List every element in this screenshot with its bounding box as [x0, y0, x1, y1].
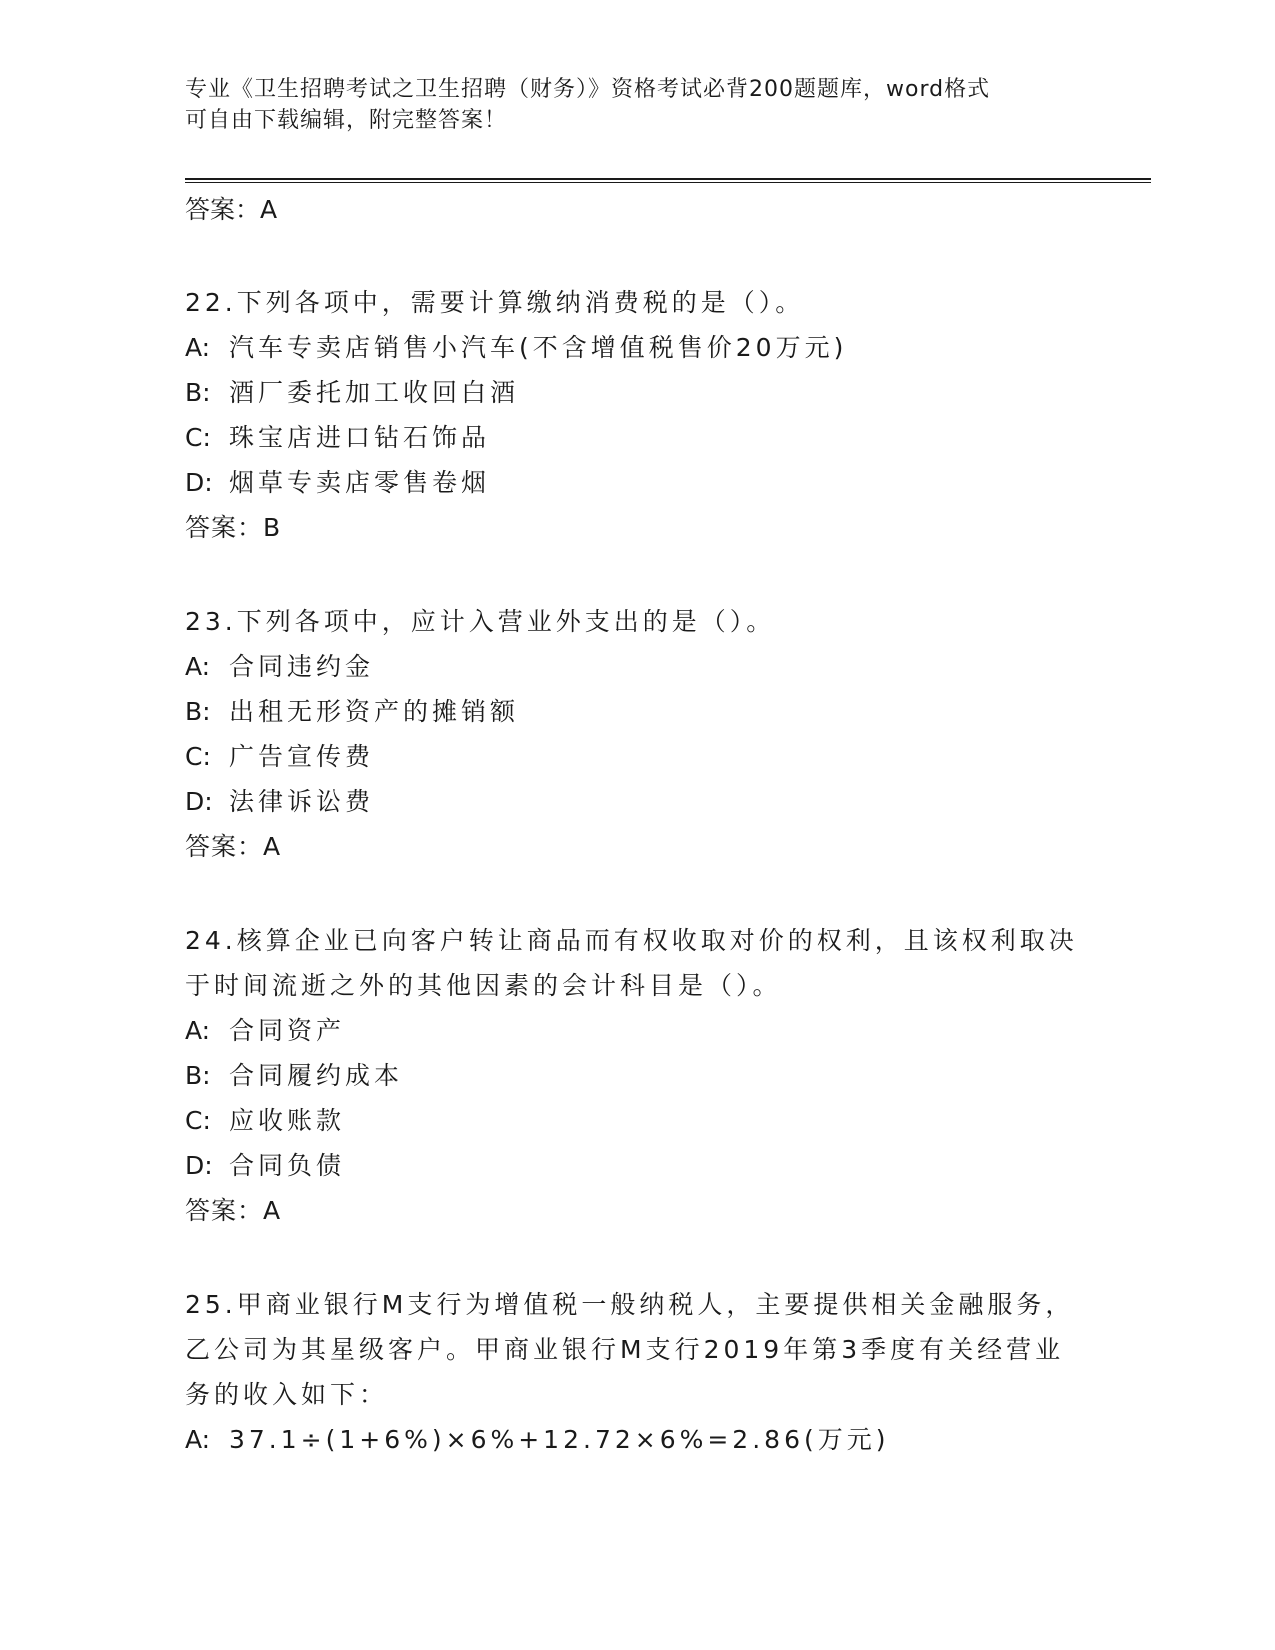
- option-d: [185, 779, 1085, 824]
- option-a: [185, 1008, 1085, 1053]
- question-22: [185, 280, 1085, 550]
- document-header: [185, 74, 1085, 136]
- question-stem-line-2: 乙公司为其星级客户。甲商业银行M支行2019年第3季度有关经营业: [185, 1335, 1065, 1364]
- answer: 答案：A: [185, 1196, 282, 1225]
- option-label: A:: [185, 652, 211, 681]
- question-25: [185, 1282, 1085, 1462]
- question-list: [185, 280, 1085, 1511]
- option-b: [185, 370, 1085, 415]
- option-b: [185, 1053, 1085, 1098]
- option-a: [185, 325, 1085, 370]
- option-text: 出租无形资产的摊销额: [229, 697, 520, 726]
- option-text: 应收账款: [229, 1106, 346, 1135]
- question-stem-line-3: 务的收入如下：: [185, 1380, 389, 1409]
- answer: 答案：B: [185, 513, 282, 542]
- option-text: 烟草专卖店零售卷烟: [229, 468, 491, 497]
- question-stem-line-2: 于时间流逝之外的其他因素的会计科目是（）。: [185, 971, 782, 1000]
- option-label: B:: [185, 1061, 211, 1090]
- question-23: [185, 599, 1085, 869]
- option-label: C:: [185, 1106, 211, 1135]
- option-label: A:: [185, 333, 211, 362]
- question-stem-line-1: 24.核算企业已向客户转让商品而有权收取对价的权利，且该权利取决: [185, 926, 1078, 955]
- question-stem: 23.下列各项中，应计入营业外支出的是（）。: [185, 607, 776, 636]
- option-label: A:: [185, 1016, 211, 1045]
- option-text: 广告宣传费: [229, 742, 375, 771]
- option-a: [185, 644, 1085, 689]
- option-label: C:: [185, 423, 211, 452]
- option-text: 合同负债: [229, 1151, 346, 1180]
- question-24: [185, 918, 1085, 1233]
- option-label: C:: [185, 742, 211, 771]
- option-c: [185, 415, 1085, 460]
- header-title-line-2: 可自由下载编辑，附完整答案！: [185, 108, 508, 133]
- option-text: 法律诉讼费: [229, 787, 375, 816]
- option-text: 珠宝店进口钻石饰品: [229, 423, 491, 452]
- previous-question-answer: 答案：A: [185, 195, 278, 224]
- header-divider-thick: [185, 178, 1151, 180]
- option-label: D:: [185, 468, 213, 497]
- option-text: 合同违约金: [229, 652, 375, 681]
- option-c: [185, 734, 1085, 779]
- option-label: D:: [185, 1151, 213, 1180]
- option-b: [185, 689, 1085, 734]
- option-d: [185, 460, 1085, 505]
- option-a: [185, 1417, 1085, 1462]
- option-label: D:: [185, 787, 213, 816]
- option-label: B:: [185, 378, 211, 407]
- option-label: B:: [185, 697, 211, 726]
- option-c: [185, 1098, 1085, 1143]
- option-text: 合同资产: [229, 1016, 346, 1045]
- option-text: 汽车专卖店销售小汽车(不含增值税售价20万元): [229, 333, 848, 362]
- question-stem: 22.下列各项中，需要计算缴纳消费税的是（）。: [185, 288, 805, 317]
- option-text: 酒厂委托加工收回白酒: [229, 378, 520, 407]
- header-title-line-1: 专业《卫生招聘考试之卫生招聘（财务）》资格考试必背200题题库，word格式: [185, 77, 991, 102]
- header-divider-thin: [185, 182, 1151, 183]
- option-d: [185, 1143, 1085, 1188]
- option-text: 37.1÷(1+6%)×6%+12.72×6%=2.86(万元): [229, 1425, 890, 1454]
- question-stem-line-1: 25.甲商业银行M支行为增值税一般纳税人，主要提供相关金融服务，: [185, 1290, 1075, 1319]
- answer: 答案：A: [185, 832, 282, 861]
- option-text: 合同履约成本: [229, 1061, 404, 1090]
- option-label: A:: [185, 1425, 211, 1454]
